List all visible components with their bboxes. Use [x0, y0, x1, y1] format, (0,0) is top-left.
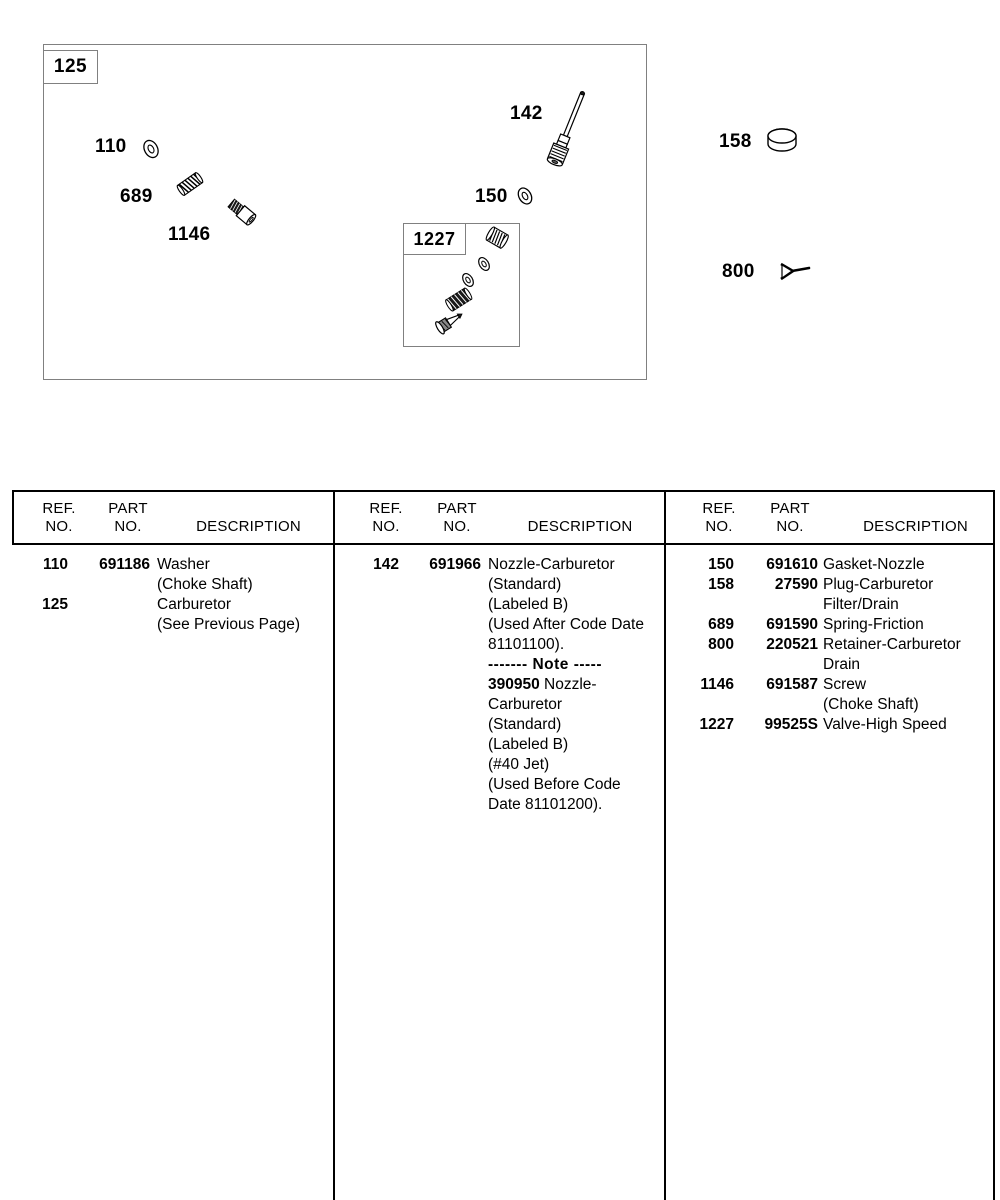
callout-label-1146: 1146 — [168, 224, 211, 245]
screw-choke-shaft-icon — [222, 192, 262, 232]
cell-desc: (Standard) — [488, 576, 562, 593]
cell-desc: Spring-Friction — [823, 616, 924, 633]
cell-ref: 158 — [708, 576, 734, 593]
cell-part: 691966 — [429, 556, 481, 573]
cell-ref: 142 — [373, 556, 399, 573]
header-part-no: PART NO. — [108, 500, 148, 535]
header-description: DESCRIPTION — [196, 518, 301, 535]
cell-desc: Drain — [823, 656, 861, 673]
cell-desc: Nozzle-Carburetor — [488, 556, 615, 573]
table-row — [666, 715, 993, 735]
cell-desc: (Choke Shaft) — [157, 576, 253, 593]
nozzle-carburetor-icon — [532, 84, 602, 174]
callout-label-142: 142 — [510, 103, 543, 124]
table-row — [335, 715, 664, 735]
washer-choke-shaft-icon — [138, 136, 164, 162]
table-row — [335, 675, 664, 695]
header-ref-no: REF. NO. — [369, 500, 403, 535]
header-description: DESCRIPTION — [527, 518, 633, 535]
cell-part: 691590 — [766, 616, 818, 633]
parts-illustration — [0, 0, 1000, 470]
callout-label-110: 110 — [95, 136, 127, 157]
cell-ref: 1146 — [700, 676, 734, 693]
parts-column-3 — [664, 490, 995, 1200]
table-row — [666, 555, 993, 575]
table-row — [335, 575, 664, 595]
spring-friction-icon — [172, 166, 208, 202]
cell-desc: Screw — [823, 676, 867, 693]
table-row — [12, 575, 333, 595]
plug-carburetor-filter-drain-icon — [764, 126, 800, 158]
cell-note: ------- Note ----- — [488, 656, 602, 673]
table-row — [666, 655, 993, 675]
column-2-header — [335, 490, 664, 545]
retainer-carburetor-drain-icon — [778, 258, 814, 288]
column-3-body — [666, 545, 993, 735]
table-row — [335, 555, 664, 575]
table-row — [335, 615, 664, 635]
cell-desc: (Used After Code Date — [488, 616, 644, 633]
cell-desc: Washer — [157, 556, 210, 573]
table-row — [335, 775, 664, 795]
cell-ref: 689 — [708, 616, 734, 633]
table-row — [335, 635, 664, 655]
cell-desc: (#40 Jet) — [488, 756, 550, 773]
cell-desc: Gasket-Nozzle — [823, 556, 925, 573]
table-row — [666, 595, 993, 615]
table-row-note — [335, 655, 664, 675]
note-part-number: 390950 — [488, 676, 540, 693]
table-row — [12, 615, 333, 635]
header-part-no: PART NO. — [437, 500, 477, 535]
cell-part: 220521 — [766, 636, 818, 653]
table-row — [666, 675, 993, 695]
cell-ref: 800 — [708, 636, 734, 653]
cell-ref: 110 — [42, 556, 68, 573]
table-row — [335, 735, 664, 755]
column-3-header — [666, 490, 993, 545]
column-1-header — [12, 490, 333, 545]
cell-desc — [488, 675, 597, 695]
table-row — [12, 555, 333, 575]
cell-desc: (Standard) — [488, 716, 562, 733]
parts-column-1 — [12, 490, 333, 1200]
note-part-text: Nozzle- — [539, 676, 597, 693]
table-row — [666, 575, 993, 595]
cell-ref: 125 — [42, 596, 68, 613]
cell-desc: (Choke Shaft) — [823, 696, 919, 713]
cell-ref: 1227 — [699, 716, 734, 733]
table-row — [666, 615, 993, 635]
cell-desc: Date 81101200). — [488, 796, 603, 813]
column-2-body — [335, 545, 664, 815]
table-row — [666, 635, 993, 655]
table-row — [335, 755, 664, 775]
table-row — [335, 795, 664, 815]
header-ref-no: REF. NO. — [702, 500, 736, 535]
parts-column-2 — [333, 490, 664, 1200]
cell-desc: Carburetor — [157, 596, 232, 613]
cell-desc: (Used Before Code — [488, 776, 621, 793]
gasket-nozzle-icon — [513, 184, 537, 208]
cell-desc: Carburetor — [488, 696, 563, 713]
column-1-body — [12, 545, 333, 635]
callout-label-800: 800 — [722, 261, 755, 282]
cell-part: 27590 — [774, 576, 818, 593]
cell-part: 691587 — [766, 676, 818, 693]
cell-part: 691610 — [766, 556, 818, 573]
cell-part: 691186 — [99, 556, 150, 573]
header-description: DESCRIPTION — [863, 518, 968, 535]
parts-list-table — [12, 490, 995, 1200]
callout-label-158: 158 — [719, 131, 752, 152]
table-row — [666, 695, 993, 715]
cell-desc: Valve-High Speed — [823, 716, 947, 733]
callout-label-689: 689 — [120, 186, 153, 207]
table-row — [12, 595, 333, 615]
header-part-no: PART NO. — [770, 500, 810, 535]
table-row — [335, 695, 664, 715]
ref-tag-125: 125 — [43, 50, 98, 84]
cell-desc: 81101100). — [488, 636, 565, 653]
cell-desc: (Labeled B) — [488, 596, 569, 613]
cell-desc: Retainer-Carburetor — [823, 636, 961, 653]
cell-desc: Plug-Carburetor — [823, 576, 934, 593]
callout-label-150: 150 — [475, 186, 508, 207]
table-row — [335, 595, 664, 615]
cell-desc: Filter/Drain — [823, 596, 899, 613]
cell-ref: 150 — [708, 556, 734, 573]
header-ref-no: REF. NO. — [42, 500, 76, 535]
high-speed-valve-exploded-icon — [425, 224, 520, 346]
ref-tag-1227: 1227 — [403, 223, 466, 255]
cell-part: 99525S — [764, 716, 818, 733]
cell-desc: (See Previous Page) — [157, 616, 301, 633]
cell-desc: (Labeled B) — [488, 736, 569, 753]
